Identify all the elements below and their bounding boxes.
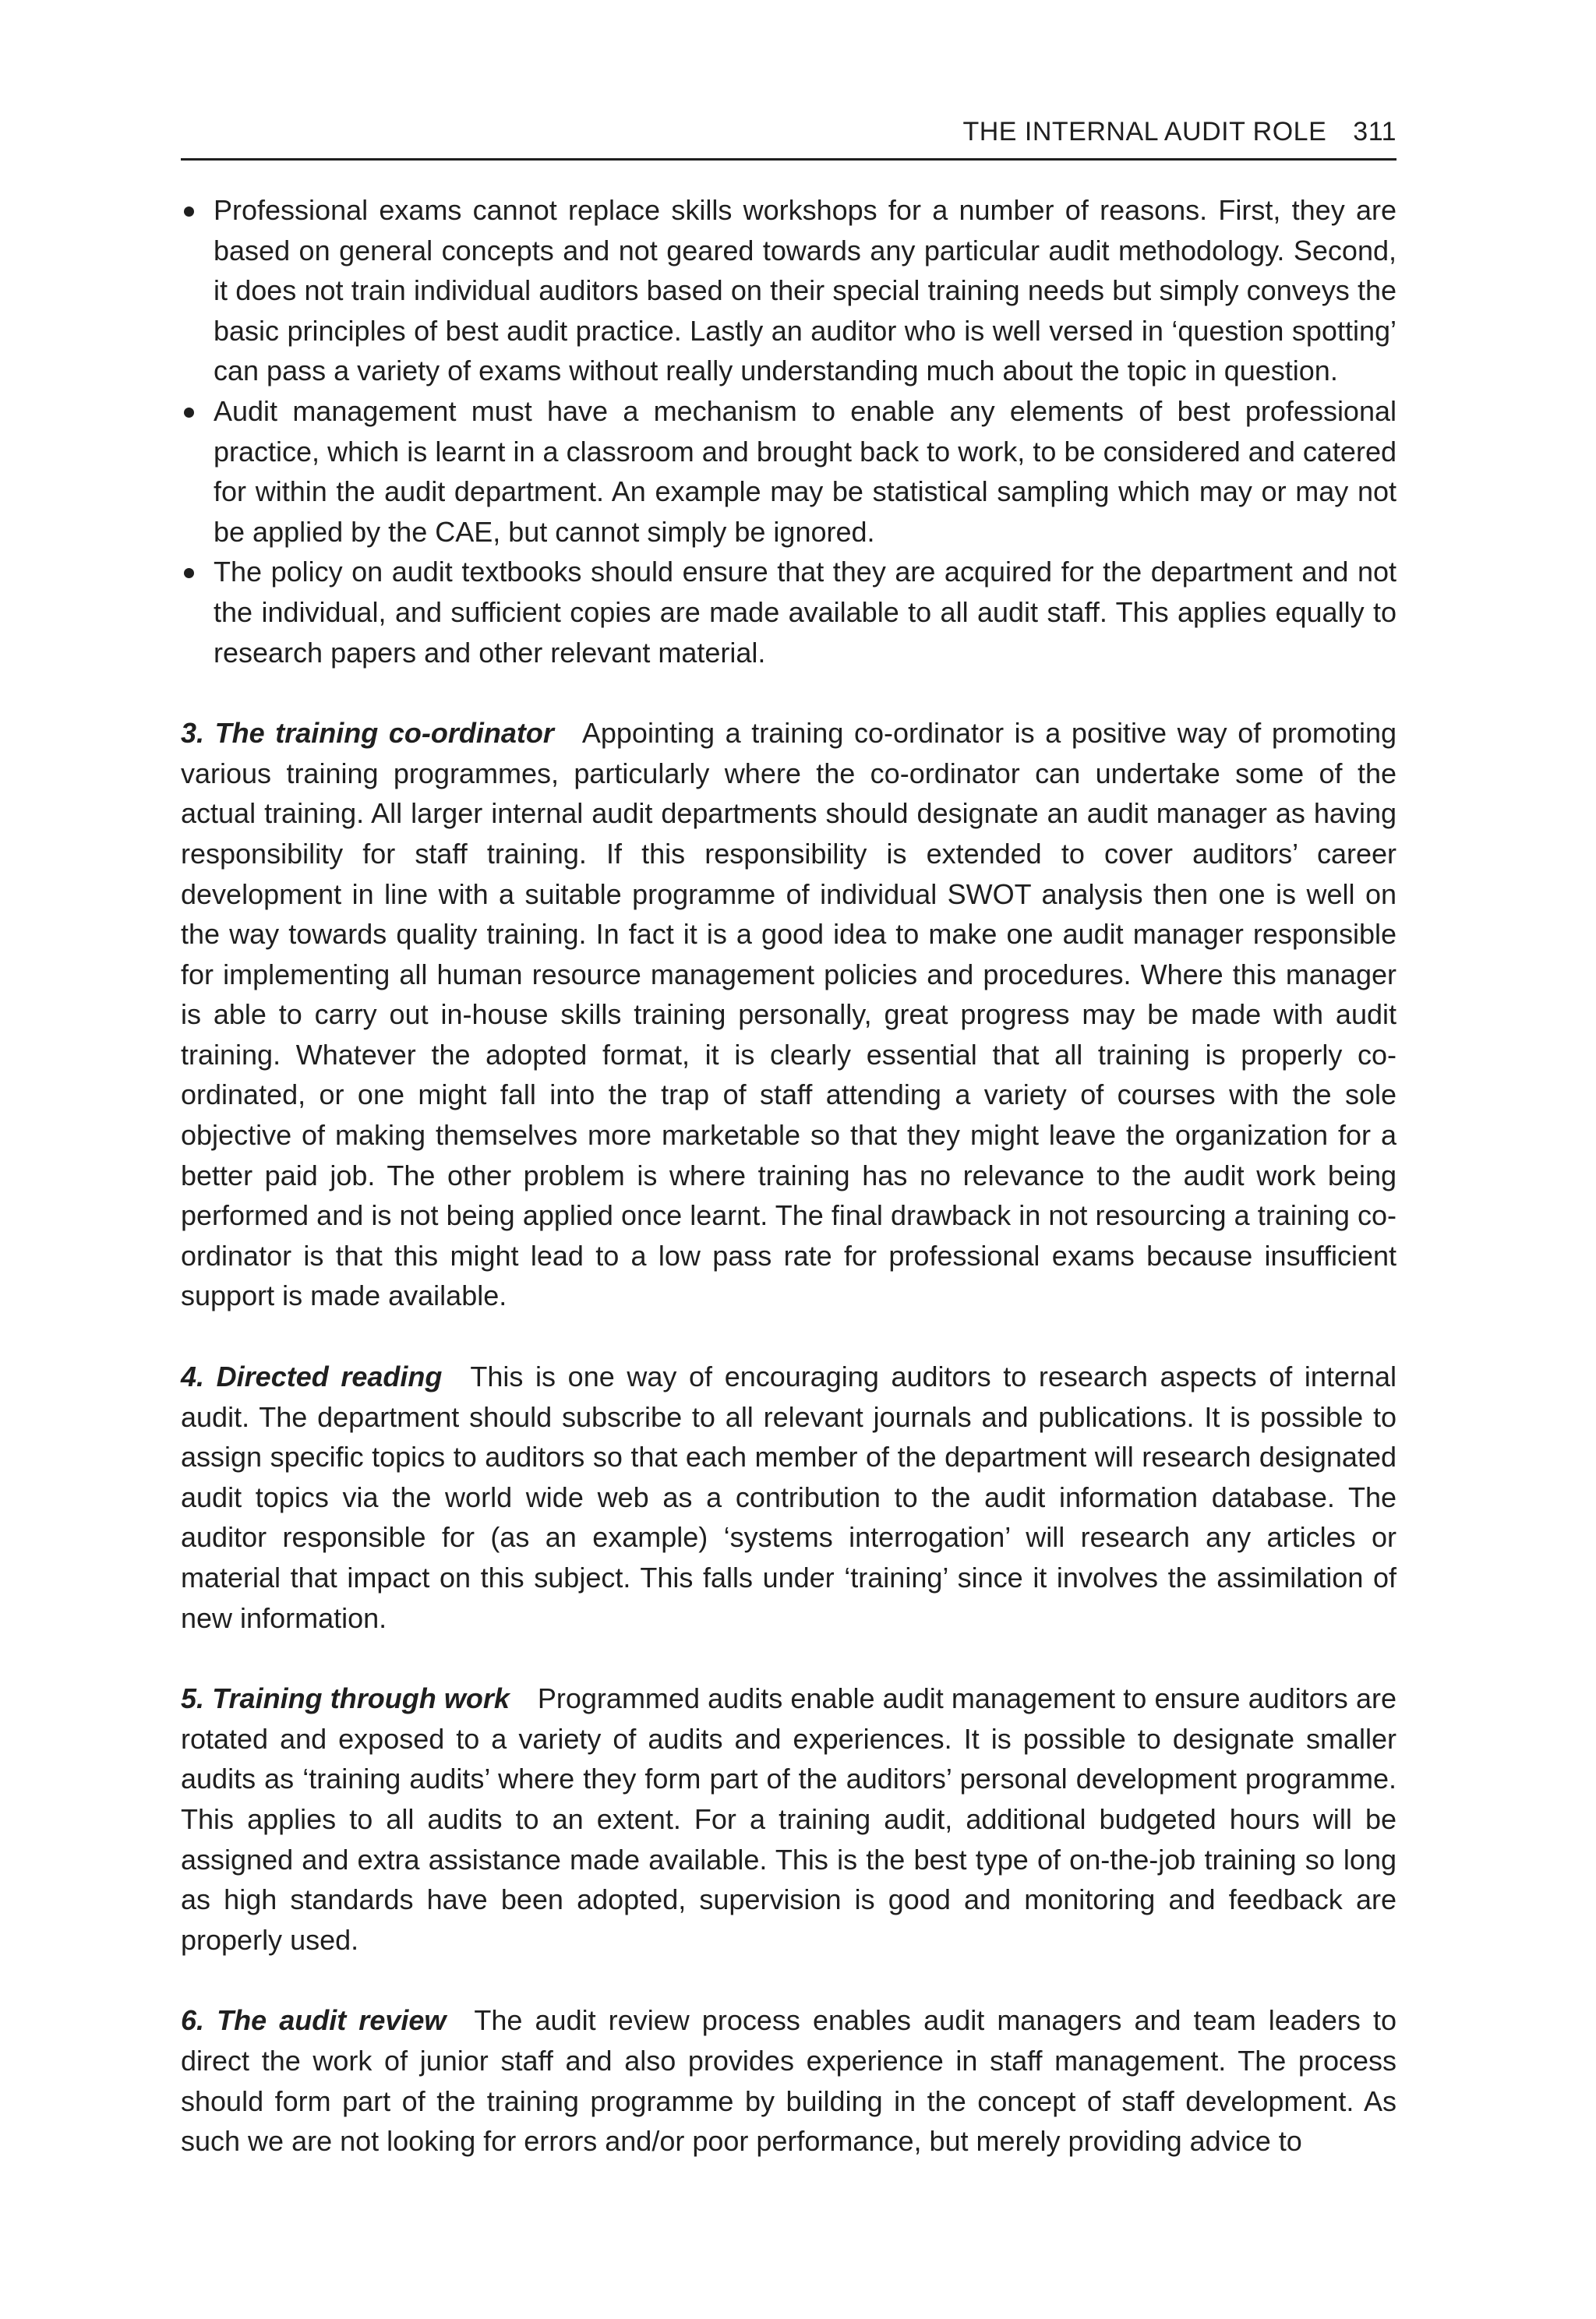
section-heading: 5. Training through work xyxy=(181,1682,510,1715)
page-number: 311 xyxy=(1353,117,1396,146)
section-text: The audit review process enables audit managers and team leaders to direct the work of junior staff and also provides experience in staff management. The process should form part of the training programme by building in the concept of staff development. As such we are not looking for errors and/or poor performance, but merely providing advice to xyxy=(181,2004,1396,2158)
section-training-coordinator xyxy=(181,713,1396,1316)
book-page xyxy=(181,117,1396,2162)
bullet-item: Professional exams cannot replace skills workshops for a number of reasons. First, they are based on general concepts and not geared towards any particular audit methodology. Second, it does not train individual auditors based on their special training needs but simply conveys the basic principles of best audit practice. Lastly an auditor who is well versed in ‘question spotting’ can pass a variety of exams without really understanding much about the topic in question. xyxy=(181,190,1396,391)
section-directed-reading xyxy=(181,1357,1396,1638)
section-training-through-work xyxy=(181,1678,1396,1960)
bullet-item: The policy on audit textbooks should ensure that they are acquired for the department and not the individual, and sufficient copies are made available to all audit staff. This applies equally to research papers and other relevant material. xyxy=(181,552,1396,672)
running-header-title: THE INTERNAL AUDIT ROLE xyxy=(962,117,1327,146)
section-heading: 6. The audit review xyxy=(181,2004,447,2037)
section-text: Programmed audits enable audit management to ensure auditors are rotated and exposed to a variety of audits and experiences. It is possible to designate smaller audits as ‘training audits’ where they form part of the auditors’ personal development programme. This applies to all audits to an extent. For a training audit, additional budgeted hours will be assigned and extra assistance made available. This is the best type of on-the-job training so long as high standards have been adopted, supervision is good and monitoring and feedback are properly used. xyxy=(181,1682,1396,1956)
section-text: This is one way of encouraging auditors to research aspects of internal audit. The department should subscribe to all relevant journals and publications. It is possible to assign specific topics to auditors so that each member of the department will research designated audit topics via the world wide web as a contribution to the audit information database. The auditor responsible for (as an example) ‘systems interrogation’ will research any articles or material that impact on this subject. This falls under ‘training’ since it involves the assimilation of new information. xyxy=(181,1361,1397,1634)
section-heading: 4. Directed reading xyxy=(181,1361,443,1393)
section-heading: 3. The training co-ordinator xyxy=(181,717,554,750)
bullet-item: Audit management must have a mechanism to enable any elements of best professional practice, which is learnt in a classroom and brought back to work, to be considered and catered for within the audit department. An example may be statistical sampling which may or may not be applied by the CAE, but cannot simply be ignored. xyxy=(181,391,1396,552)
bullet-list xyxy=(181,190,1396,672)
page-body xyxy=(181,190,1396,2162)
section-audit-review xyxy=(181,2000,1396,2161)
section-text: Appointing a training co-ordinator is a positive way of promoting various training programmes, particularly where the co-ordinator can undertake some of the actual training. All larger internal audit departments should designate an audit manager as having responsibility for staff training. If this responsibility is extended to cover auditors’ career development in line with a suitable programme of individual SWOT analysis then one is well on the way towards quality training. In fact it is a good idea to make one audit manager responsible for implementing all human resource management policies and procedures. Where this manager is able to carry out in-house skills training personally, great progress may be made with audit training. Whatever the adopted format, it is clearly essential that all training is properly co-ordinated, or one might fall into the trap of staff attending a variety of courses with the sole objective of making themselves more marketable so that they might leave the organization for a better paid job. The other problem is where training has no relevance to the audit work being performed and is not being applied once learnt. The final drawback in not resourcing a training co-ordinator is that this might lead to a low pass rate for professional exams because insufficient support is made available. xyxy=(181,717,1396,1312)
running-header xyxy=(181,117,1396,161)
